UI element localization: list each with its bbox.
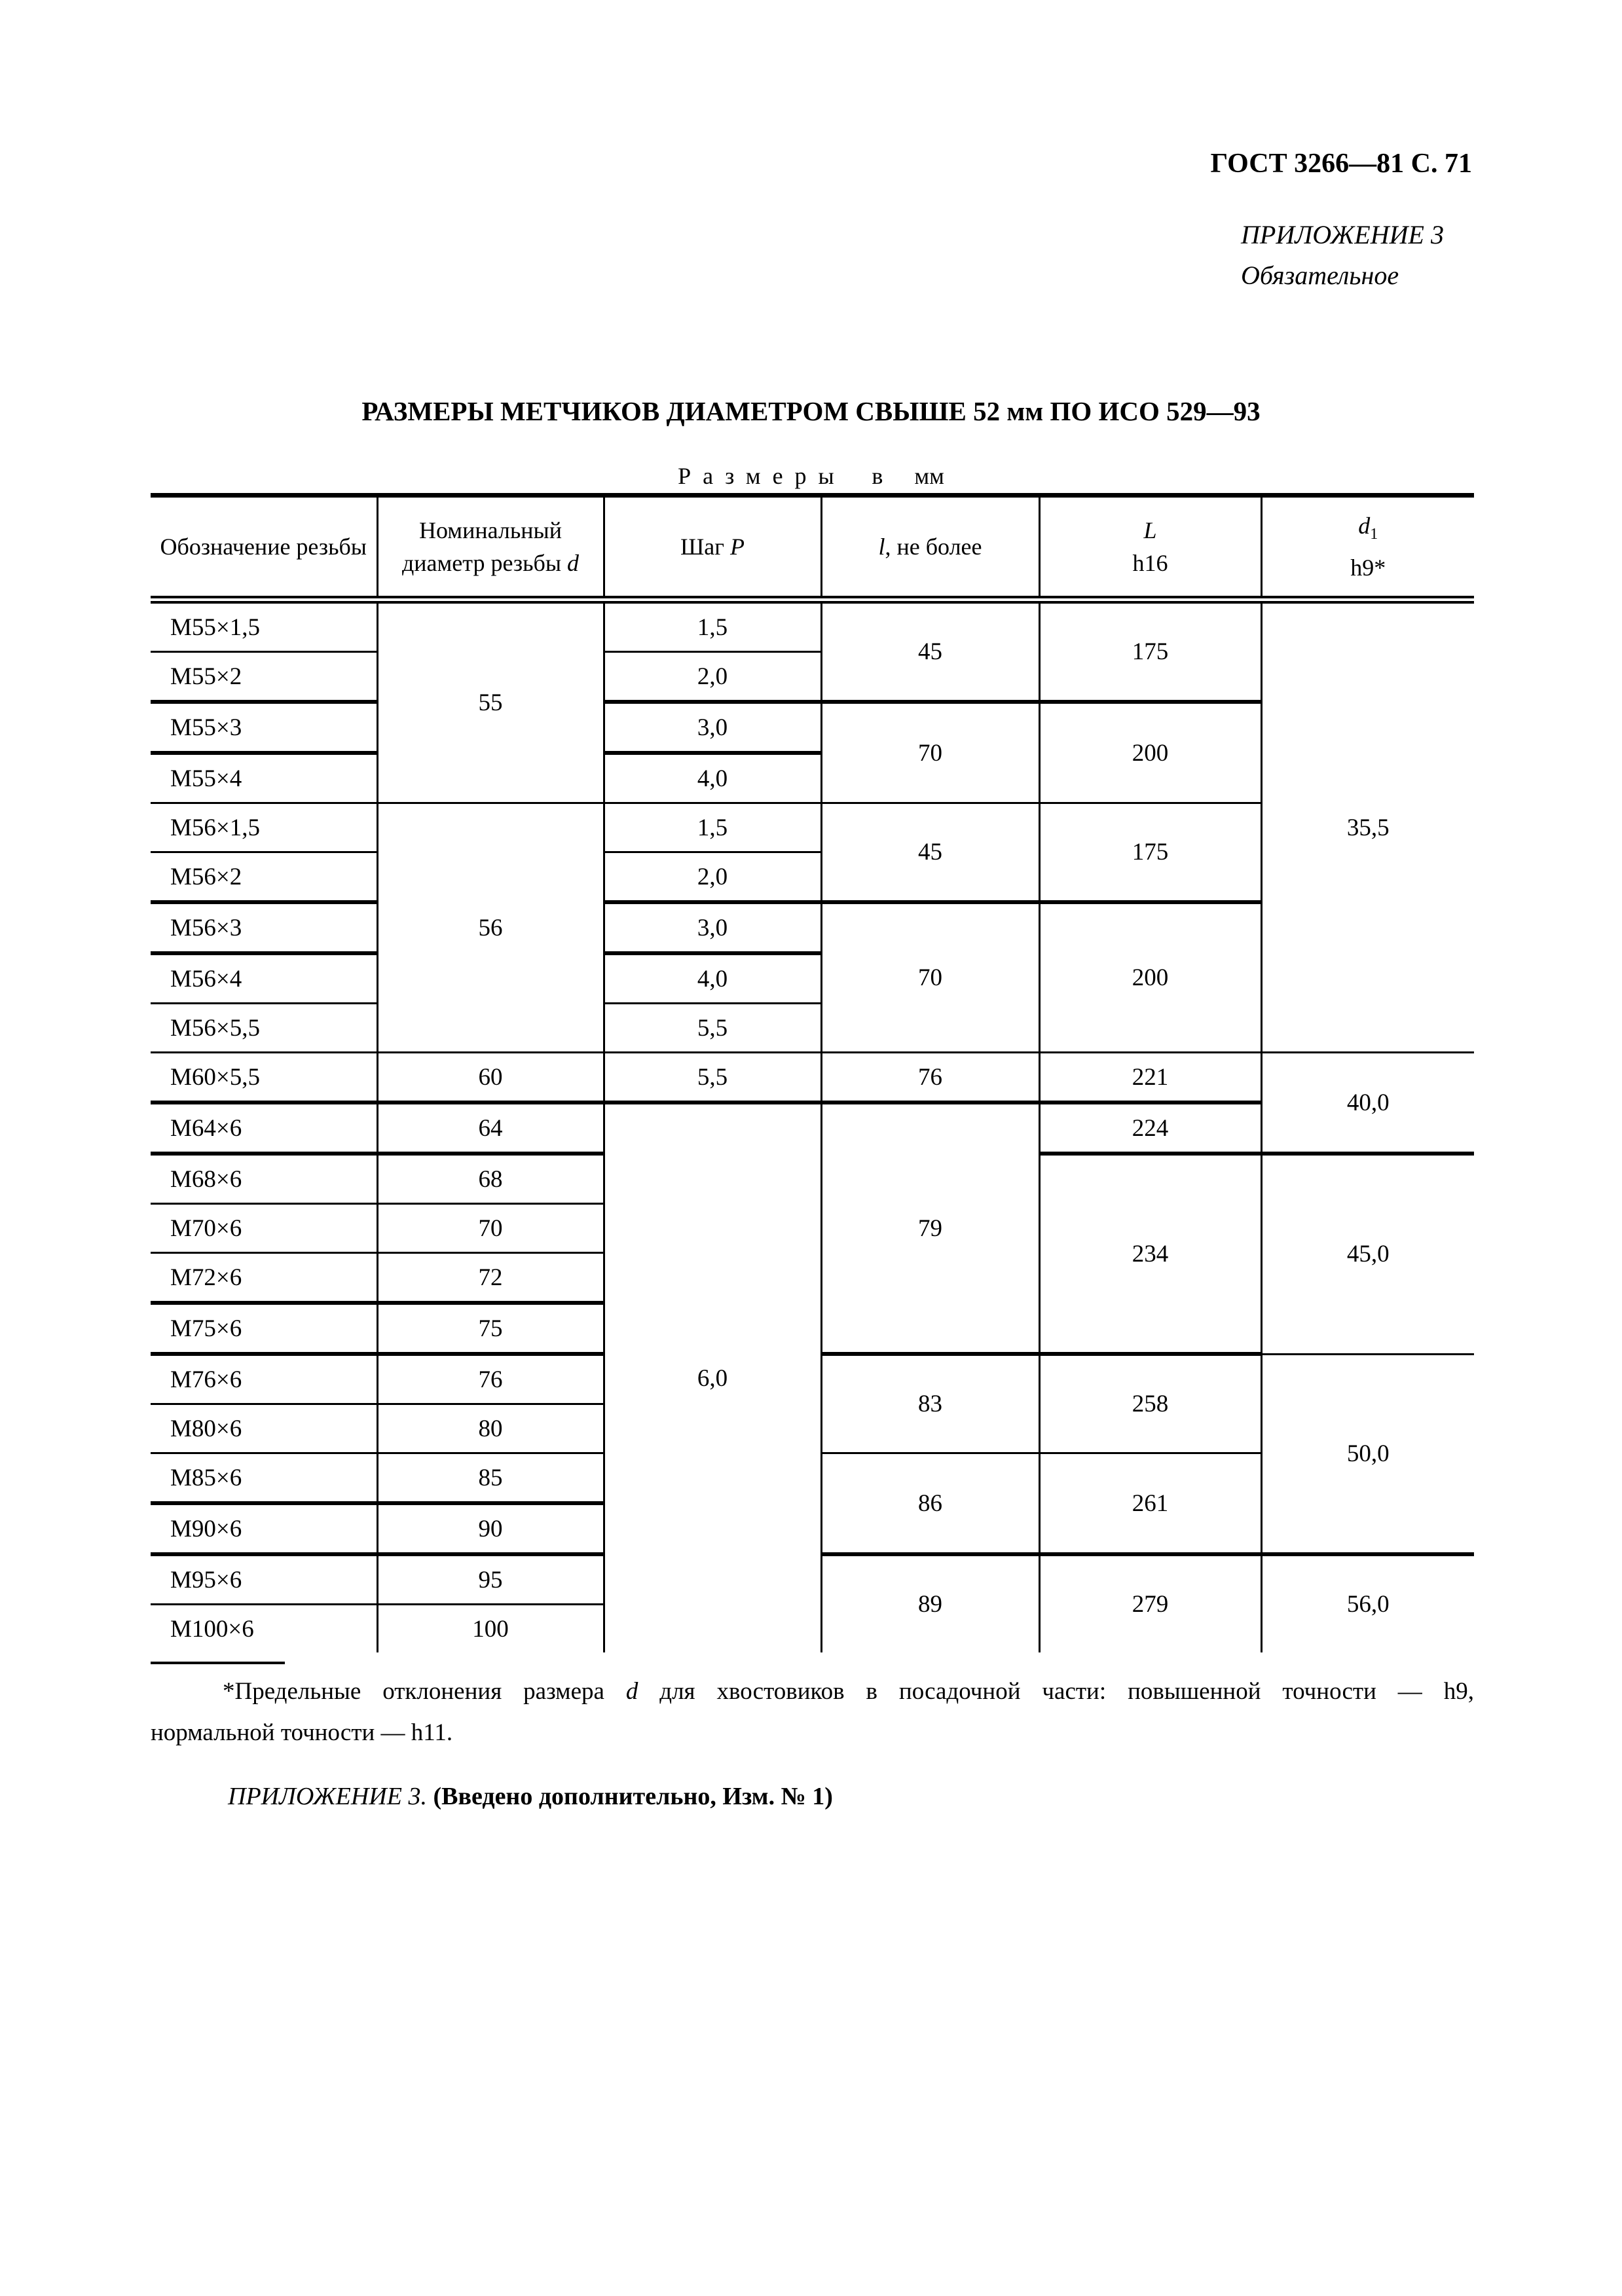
table-cell: 5,5	[604, 1004, 821, 1053]
tap-sizes-table	[151, 493, 1474, 1652]
table-cell: 70	[821, 702, 1039, 803]
table-cell: М55×1,5	[151, 600, 377, 652]
table-cell: М56×4	[151, 953, 377, 1004]
col-header-L-h16: L h16	[1039, 496, 1261, 600]
table-cell: 83	[821, 1354, 1039, 1453]
table-cell: 1,5	[604, 600, 821, 652]
appendix-label: ПРИЛОЖЕНИЕ 3	[1241, 220, 1444, 249]
table-cell: 45	[821, 600, 1039, 702]
table-cell: 35,5	[1261, 600, 1474, 1053]
table-cell: 85	[377, 1453, 604, 1504]
gost-standard-page-header: ГОСТ 3266—81 С. 71	[1210, 149, 1472, 179]
table-cell: 56,0	[1346, 1591, 1390, 1618]
table-cell: 80	[377, 1404, 604, 1453]
table-cell: М80×6	[151, 1404, 377, 1453]
table-cell: 258	[1039, 1354, 1261, 1453]
table-cell: М72×6	[151, 1253, 377, 1303]
table-cell: М64×6	[151, 1102, 377, 1154]
table-cell: М68×6	[151, 1154, 377, 1204]
table-cell: 90	[377, 1503, 604, 1554]
table-cell: М100×6	[151, 1605, 377, 1653]
table-cell: М70×6	[151, 1204, 377, 1253]
table-cell: М85×6	[151, 1453, 377, 1504]
table-cell: 234	[1039, 1154, 1261, 1354]
table-header	[151, 496, 1474, 600]
units-note	[0, 462, 1622, 490]
table-cell: 72	[377, 1253, 604, 1303]
table-cell: 261	[1039, 1453, 1261, 1555]
table-cell: 86	[821, 1453, 1039, 1555]
table-cell: 64	[377, 1102, 604, 1154]
table-cell: 75	[377, 1303, 604, 1354]
size-table-body	[151, 600, 1474, 1652]
table-row	[151, 1053, 1474, 1103]
table-cell: М55×4	[151, 753, 377, 803]
table-cell: М95×6	[151, 1554, 377, 1605]
table-cell: 200	[1039, 902, 1261, 1053]
table-cell: 100	[377, 1605, 604, 1653]
table-cell: М76×6	[151, 1354, 377, 1404]
appendix-sublabel: Обязательное	[1241, 261, 1399, 290]
units-note-text: Размеры в	[678, 463, 895, 489]
table-cell: 224	[1039, 1102, 1261, 1154]
table-cell: 76	[377, 1354, 604, 1404]
table-cell: 221	[1039, 1053, 1261, 1103]
table-cell: 200	[1039, 702, 1261, 803]
table-cell: 3,0	[604, 702, 821, 753]
table-cell: 70	[377, 1204, 604, 1253]
table-cell: 175	[1039, 803, 1261, 903]
col-header-thread-designation: Обозначение резьбы	[151, 496, 377, 600]
table-cell: 45	[821, 803, 1039, 903]
footnote-line-1: *Предельные отклонения размера d для хвостовиков в посадочной части: повышенной точности — h9,	[223, 1678, 1474, 1705]
appendix-amendment-note	[228, 1782, 833, 1811]
table-cell: 3,0	[604, 902, 821, 953]
units-note-unit: мм	[914, 463, 944, 489]
table-cell: М75×6	[151, 1303, 377, 1354]
col-header-d1-h9: $d_1$ h9*	[1261, 496, 1474, 600]
table-cell: М56×3	[151, 902, 377, 953]
table-cell: М56×2	[151, 852, 377, 903]
table-cell: 89	[821, 1554, 1039, 1652]
table-cell: 70	[821, 902, 1039, 1053]
col-header-l-max: l, не более	[821, 496, 1039, 600]
table-cell: М56×1,5	[151, 803, 377, 852]
table-title: РАЗМЕРЫ МЕТЧИКОВ ДИАМЕТРОМ СВЫШЕ 52 мм ПО ИСО 529—93	[361, 396, 1261, 426]
col-header-nominal-diameter: Номинальный диаметр резьбы d	[377, 496, 604, 600]
table-cell: 1,5	[604, 803, 821, 852]
footnote-line-2: нормальной точности — h11.	[151, 1719, 453, 1746]
table-cell: 175	[1039, 600, 1261, 702]
table-cell: 56	[377, 803, 604, 1053]
appendix-note-italic: ПРИЛОЖЕНИЕ 3.	[228, 1783, 427, 1810]
table-row	[151, 600, 1474, 652]
table-cell: 60	[377, 1053, 604, 1103]
table-cell: 5,5	[604, 1053, 821, 1103]
table-cell: М90×6	[151, 1503, 377, 1554]
appendix-heading	[1241, 215, 1444, 296]
table-cell: М55×3	[151, 702, 377, 753]
table-cell: 4,0	[604, 953, 821, 1004]
header-row	[151, 496, 1474, 600]
table-cell: 2,0	[604, 652, 821, 702]
table-cell: 6,0	[604, 1102, 821, 1652]
table-cell: М56×5,5	[151, 1004, 377, 1053]
table-cell: 95	[377, 1554, 604, 1605]
footnote	[151, 1671, 1474, 1753]
table-cell: 40,0	[1261, 1053, 1474, 1154]
col-header-pitch: Шаг P	[604, 496, 821, 600]
footnote-separator-rule	[151, 1662, 285, 1664]
table-cell: 76	[821, 1053, 1039, 1103]
table-cell: 50,0	[1261, 1354, 1474, 1554]
table-cell: М55×2	[151, 652, 377, 702]
table-cell: М60×5,5	[151, 1053, 377, 1103]
table-cell: 79	[821, 1102, 1039, 1354]
table-cell: 279	[1039, 1554, 1261, 1652]
table-cell: 45,0	[1261, 1154, 1474, 1354]
table-cell: 68	[377, 1154, 604, 1204]
table-cell: 55	[377, 600, 604, 803]
appendix-note-bold: (Введено дополнительно, Изм. № 1)	[433, 1783, 833, 1810]
table-cell: 2,0	[604, 852, 821, 903]
table-cell: 4,0	[604, 753, 821, 803]
